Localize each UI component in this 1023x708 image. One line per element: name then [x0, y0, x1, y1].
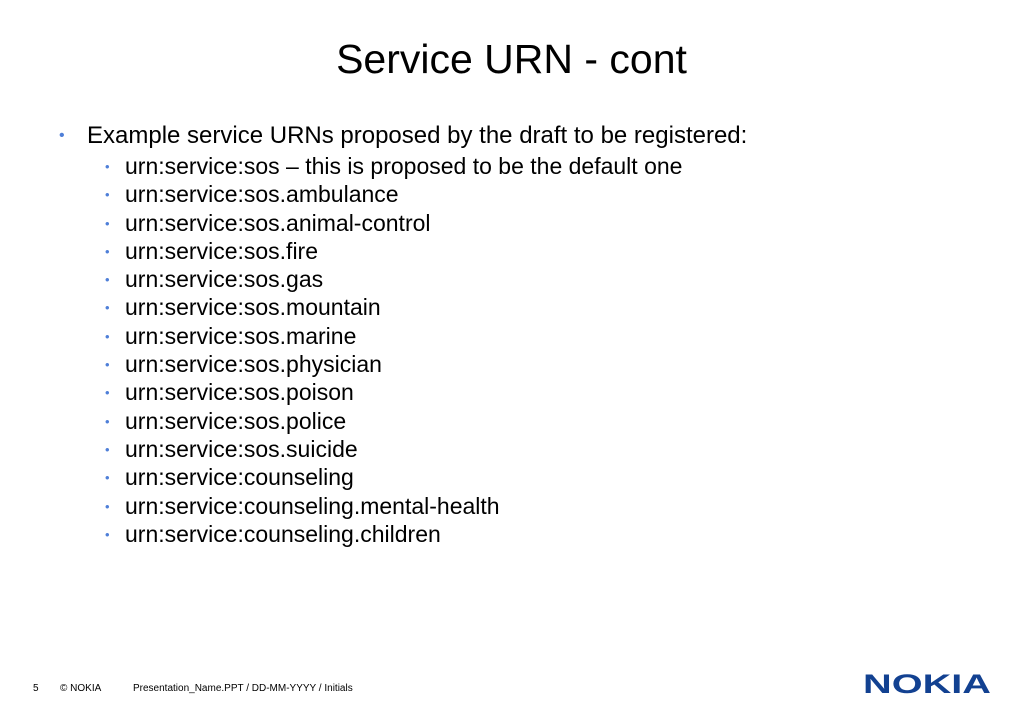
service-urn-text: urn:service:sos.police	[125, 407, 347, 434]
bullet-marker: •	[105, 300, 110, 316]
page-number: 5	[33, 683, 39, 694]
bullet-marker: •	[105, 385, 110, 401]
service-urn-item	[0, 293, 1023, 321]
nokia-logo-text: NOKIA	[863, 670, 991, 696]
slide-content	[0, 120, 1023, 548]
service-urn-text: urn:service:sos.mountain	[125, 294, 381, 321]
service-urn-item	[0, 209, 1023, 237]
service-urn-text: urn:service:sos.fire	[125, 237, 319, 264]
service-urn-item	[0, 520, 1023, 548]
slide-title: Service URN - cont	[336, 36, 687, 82]
service-urn-item	[0, 435, 1023, 463]
presentation-info: Presentation_Name.PPT / DD-MM-YYYY / Initials	[133, 683, 353, 694]
service-urn-item	[0, 492, 1023, 520]
bullet-marker: •	[105, 357, 110, 373]
bullet-marker: •	[105, 215, 110, 231]
service-urn-item	[0, 378, 1023, 406]
bullet-marker: •	[105, 159, 110, 174]
service-urn-text: urn:service:counseling	[125, 464, 354, 491]
service-urn-list	[0, 152, 1023, 548]
bullet-marker: •	[105, 441, 110, 457]
service-urn-text: urn:service:counseling.children	[125, 520, 441, 547]
bullet-marker: •	[105, 272, 110, 288]
service-urn-item	[0, 322, 1023, 350]
service-urn-text: urn:service:sos.suicide	[125, 435, 358, 462]
service-urn-text: urn:service:sos.gas	[125, 266, 324, 293]
service-urn-item	[0, 152, 1023, 180]
service-urn-text: urn:service:sos.ambulance	[125, 181, 399, 208]
service-urn-text: urn:service:counseling.mental-health	[125, 492, 500, 519]
main-bullet-text: Example service URNs proposed by the draft to be registered:	[87, 122, 748, 149]
bullet-marker: •	[105, 470, 110, 486]
service-urn-item	[0, 350, 1023, 378]
service-urn-text: urn:service:sos – this is proposed to be the default one	[125, 153, 683, 179]
main-bullet-item	[0, 120, 1023, 152]
bullet-marker: •	[105, 413, 110, 429]
service-urn-item	[0, 407, 1023, 435]
nokia-logo	[862, 670, 992, 696]
service-urn-item	[0, 237, 1023, 265]
bullet-marker: •	[105, 328, 110, 344]
copyright-notice: © NOKIA	[60, 683, 102, 694]
service-urn-text: urn:service:sos.poison	[125, 379, 354, 406]
service-urn-text: urn:service:sos.physician	[125, 351, 382, 378]
bullet-marker: •	[105, 187, 110, 203]
bullet-marker: •	[105, 526, 110, 542]
service-urn-text: urn:service:sos.animal-control	[125, 209, 431, 236]
service-urn-item	[0, 265, 1023, 293]
bullet-marker: •	[59, 127, 65, 144]
service-urn-item	[0, 463, 1023, 491]
bullet-marker: •	[105, 243, 110, 259]
service-urn-item	[0, 180, 1023, 208]
service-urn-text: urn:service:sos.marine	[125, 322, 357, 349]
bullet-marker: •	[105, 498, 110, 514]
